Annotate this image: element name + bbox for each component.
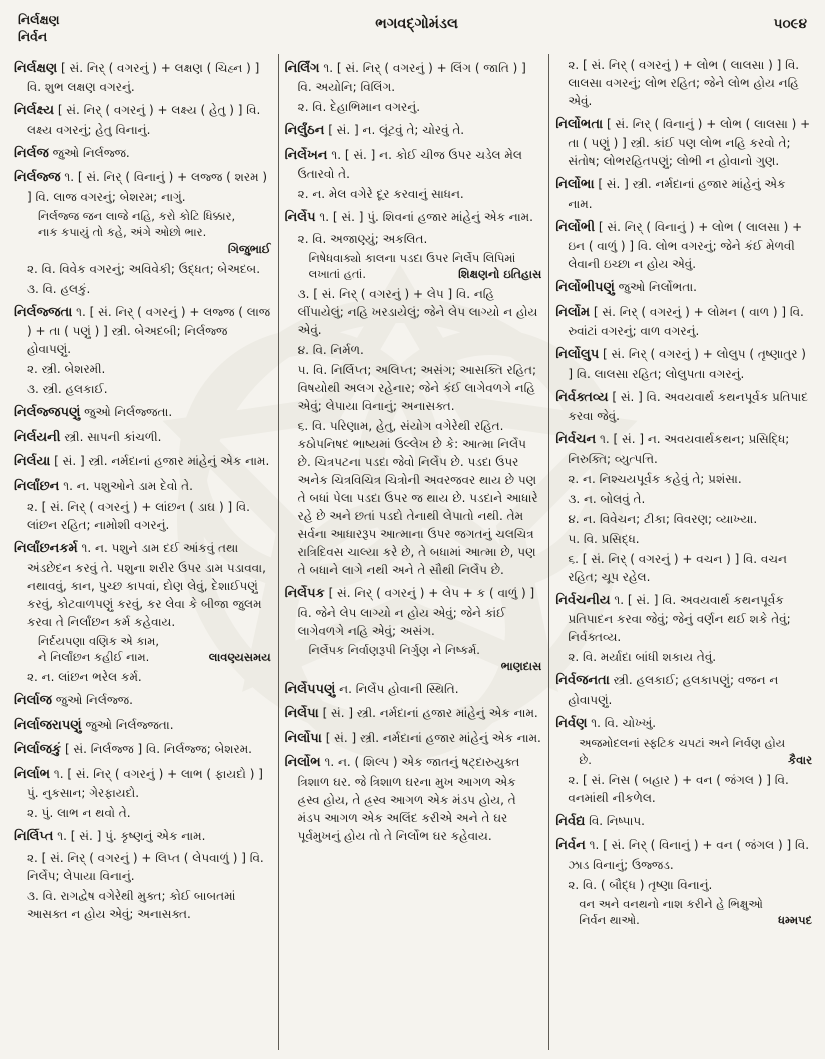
- sense-line: ૨. ન. લાંછન ભરેલ કર્મ.: [27, 670, 142, 685]
- sense-line: ૫. વિ. નિર્લિપ્ત; અલિપ્ત; અસંગ; આસક્તિ રહિત; વિષયોથી અલગ રહેનાર; જેને કંઈ લાગેવળગે નહિ એવું; લેપાયા વિનાનું; અનાસક્ત.: [297, 363, 536, 414]
- dictionary-entry: નિર્લક્ષણ [ સં. નિર્ ( વગરનું ) + લક્ષણ ( ચિહ્ન ) ] વિ. શુભ લક્ષણ વગરનું.: [14, 60, 260, 95]
- dictionary-entry: નિર્લયની સ્ત્રી. સાપની કાંચળી.: [14, 429, 162, 445]
- sense-line: ૪. ન. વિવેચન; ટીકા; વિવરણ; વ્યાખ્યા.: [568, 511, 758, 526]
- page-header: [0, 0, 825, 48]
- quote-line: છે.: [579, 752, 592, 767]
- dictionary-entry: નિર્લાજકું [ સં. નિર્લજ્જ ] વિ. નિર્લજ્જ; બેશરમ.: [14, 742, 252, 758]
- quote-last-row: [309, 266, 542, 283]
- headword: નિર્લોમ: [555, 304, 591, 320]
- headword: નિર્લુંઠન: [284, 123, 325, 139]
- headword: નિર્વણ: [555, 715, 588, 731]
- headword: નિર્લોપા: [284, 730, 322, 746]
- headword: નિર્લોલુપ: [555, 347, 600, 363]
- sense-line: ૩. વિ. હલકું.: [27, 281, 91, 296]
- headword: નિર્લેપા: [284, 706, 319, 722]
- sense-line: ૩. વિ. રાગદ્વેષ વગેરેથી મુક્ત; કોઈ બાબતમાં આસક્ત ન હોય એવું; અનાસક્ત.: [27, 888, 236, 921]
- dictionary-entry: નિર્લિપ્ત ૧. [ સં. ] પું. કૃષ્ણનું એક નામ.: [14, 829, 206, 845]
- sense-line: ૨. [ સં. નિર્ ( વગરનું ) + લાંછન ( ડાઘ ) ] વિ. લાંછન રહિત; નામોશી વગરનું.: [27, 500, 250, 533]
- sense-line: ૨. ન. નિશ્ચયપૂર્વક કહેવું તે; પ્રશંસા.: [568, 471, 742, 486]
- headword: નિર્લોભતા: [555, 116, 604, 132]
- quote-last-row: [38, 649, 271, 666]
- sense-line: ૨. પું. લાભ ન થવો તે.: [27, 806, 131, 821]
- dictionary-entry: નિર્લેપા [ સં. ] સ્ત્રી. નર્મદાનાં હજાર માંહેનું એક નામ.: [284, 706, 538, 722]
- headword: નિર્લેખન: [284, 147, 328, 163]
- dictionary-entry: નિર્લક્ષ્ય [ સં. નિર્ ( વગરનું ) + લક્ષ્ય ( હેતુ ) ] વિ. લક્ષ્ય વગરનું; હેતુ વિનાનું.: [14, 103, 261, 137]
- quote-block: [555, 896, 812, 929]
- headword: નિર્લાંછન: [14, 478, 60, 494]
- sense-line: ૫. વિ. પ્રસિદ્ધ.: [568, 531, 640, 546]
- headword: નિર્લોભ: [284, 755, 321, 771]
- dictionary-entry: નિર્લાજરાપણું જુઓ નિર્લજ્જતા.: [14, 717, 174, 733]
- sense-line: ૩. ન. બોલવું તે.: [568, 491, 646, 506]
- sense-line: ૨. સ્ત્રી. બેશરમી.: [27, 362, 106, 377]
- quote-line: નિર્વન થાઓ.: [579, 913, 640, 928]
- quote-block: [285, 250, 542, 283]
- dictionary-entry: નિર્વચન ૧. [ સં. ] ન. અવયવાર્થકથન; પ્રસિદ્ધિ; નિરુક્તિ; વ્યુત્પત્તિ.: [555, 432, 790, 466]
- dictionary-entry: નિર્લજ્જ ૧. [ સં. નિર્ ( વિનાનું ) + લજ્જ ( શરમ ) ] વિ. લાજ વગરનું; બેશરમ; નાગું.: [14, 170, 268, 204]
- headword: નિર્લેપક: [284, 586, 325, 602]
- headword: નિર્લજ્જ: [14, 170, 61, 186]
- dictionary-entry: નિર્લયા [ સં. ] સ્ત્રી. નર્મદાનાં હજાર માંહેનું એક નામ.: [14, 454, 270, 470]
- headword: નિર્લજ: [14, 145, 49, 161]
- dictionary-entry: નિર્લાંછન ૧. ન. પશુઓને ડામ દેવો તે.: [14, 478, 193, 494]
- quote-attribution: લાવણ્યસમય: [208, 650, 271, 665]
- dictionary-entry: નિર્લજ્જપણું જુઓ નિર્લજ્જતા.: [14, 405, 173, 421]
- headword: નિર્લાજ: [14, 693, 52, 709]
- quote-line: નિર્લેપક નિર્વાણરૂપી નિર્ગુણ ને નિષ્કર્મ.: [308, 642, 480, 657]
- dictionary-entry: નિર્લુંઠન [ સં. ] ન. લૂંટવું તે; ચોરવું તે.: [284, 123, 465, 139]
- guide-word-top: નિર્લક્ષણ: [18, 12, 60, 27]
- dictionary-entry: નિર્લેપક [ સં. નિર્ ( વગરનું ) + લેપ + ક ( વાળું ) ] વિ. જેને લેપ લાગ્યો ન હોય એવું; જેને કાંઈ લાગેવળગે નહિ એવું; અસંગ.: [284, 586, 535, 638]
- sense-line: ૨. વિ. વિવેક વગરનું; અવિવેકી; ઉદ્ધત; બેઅદબ.: [27, 261, 261, 276]
- headword: નિર્વન: [555, 838, 586, 854]
- dictionary-entry: નિર્લજ્જતા ૧. [ સં. નિર્ ( વગરનું ) + લજ્જ ( લાજ ) + તા ( પણું ) ] સ્ત્રી. બેઅદબી; નિર્લજ્જ હોવાપણું.: [14, 304, 271, 357]
- dictionary-entry: નિર્વચનીય ૧. [ સં. ] વિ. અવયવાર્થ કથનપૂર્વક પ્રતિપાદન કરવા જેવું; જેનું વર્ણન થઈ શકે તેવું; નિર્વક્તવ્ય.: [555, 592, 791, 645]
- dictionary-entry: નિર્લેપ ૧. [ સં. ] પું. શિવનાં હજાર માંહેનું એક નામ.: [284, 210, 533, 226]
- headword: નિર્લયની: [14, 429, 61, 445]
- dictionary-entry: નિર્લેપપણું ન. નિર્લેપ હોવાની સ્થિતિ.: [284, 681, 459, 697]
- sense-line: ૨. વિ. મર્યાદા બાંધી શકાય તેવું.: [568, 650, 717, 665]
- headword: નિર્લક્ષણ: [14, 60, 58, 76]
- dictionary-entry: નિર્વન ૧. [ સં. નિર્ ( વિનાનું ) + વન ( જંગલ ) ] વિ. ઝાડ વિનાનું; ઉજ્જડ.: [555, 838, 810, 872]
- dictionary-entry: નિર્લિંગ ૧. [ સં. નિર્ ( વગરનું ) + લિંગ ( જાતિ ) ] વિ. અયોનિ; વિલિંગ.: [284, 60, 526, 95]
- dictionary-entry: નિર્લોપા [ સં. ] સ્ત્રી. નર્મદાનાં હજાર માંહેનું એક નામ.: [284, 730, 541, 746]
- dictionary-entry: નિર્વજનતા સ્ત્રી. હલકાઈ; હલકાપણું; વજન ન હોવાપણું.: [555, 673, 779, 707]
- dictionary-entry: નિર્લોમ [ સં. નિર્ ( વગરનું ) + લોમન ( વાળ ) ] વિ. રુવાંટાં વગરનું; વાળ વગરનું.: [555, 304, 804, 339]
- dictionary-entry: નિર્લજ જુઓ નિર્લજ્જ.: [14, 145, 130, 161]
- headword: નિર્વક્તવ્ય: [555, 389, 609, 405]
- headword: નિર્લક્ષ્ય: [14, 103, 54, 119]
- sense-line: ૨. વિ. ( બૌદ્ધ ) તૃષ્ણા વિનાનું.: [568, 877, 713, 892]
- quote-attribution: ભાણદાસ: [500, 659, 542, 674]
- columns-container: [0, 48, 825, 1050]
- quote-last-row: [579, 912, 812, 929]
- quote-line: નાક કપાયું તો કહે, અંગે ઓછો ભાર.: [38, 225, 207, 240]
- headword: નિર્વજનતા: [555, 673, 610, 689]
- column-3: [548, 54, 819, 1050]
- quote-block: [14, 633, 271, 666]
- sense-line: ૪. વિ. નિર્મળ.: [297, 343, 364, 358]
- dictionary-entry: નિર્વક્તવ્ય [ સં. ] વિ. અવયવાર્થ કથનપૂર્વક પ્રતિપાદ કરવા જેવું.: [555, 389, 808, 424]
- page-number: ૫૦૯૪: [773, 16, 807, 32]
- sense-line: ૩. સ્ત્રી. હલકાઈ.: [27, 382, 108, 397]
- sense-line: ૬. વિ. પરિણામ, હેતુ, સંયોગ વગેરેથી રહિત. કઠોપનિષદ ભાષ્યમાં ઉલ્લેખ છે કે: આત્મા નિર્લેપ છે. ચિત્રપટના પડદા જેવો નિર્લેપ છે. પડદા ઉપર અનેક ચિત્રવિચિત્ર ચિત્રોની અવરજવર થાય છે પણ તે બધાં પેલા પડદા ઉપર જ થાય છે. પડદાને આધારે રહે છે અને છતાં પડદો તેનાથી લેપાતો નથી. તેમ સર્વના આધારરૂપ આત્માના ઉપર જગતનું ચલચિત્ર રાત્રિદિવસ ચાલ્યા કરે છે, તે બધામાં આત્મા છે, પણ તે બધાને લાગે નથી અને તે સૌથી નિર્લેપ છે.: [297, 419, 538, 578]
- sense-line: ૨. [ સં. નિસ ( બહાર ) + વન ( જંગલ ) ] વિ. વનમાંથી નીકળેલ.: [568, 772, 789, 805]
- guide-word-bottom: નિર્વન: [18, 28, 48, 44]
- headword: નિર્લયા: [14, 454, 51, 470]
- sense-line: ૨. [ સં. નિર્ ( વગરનું ) + લિપ્ત ( લેપવાળું ) ] વિ. નિર્લેપ; લેપાયા વિનાનું.: [27, 850, 264, 883]
- headword: નિર્વદ્ય: [555, 813, 586, 829]
- quote-line: ને નિર્લાંછન કહીઈ નામ.: [38, 650, 150, 665]
- quote-block: [285, 642, 542, 675]
- guide-words: [18, 12, 60, 46]
- quote-block: [14, 208, 271, 258]
- dictionary-entry: નિર્લોભી [ સં. નિર્ ( વિનાનું ) + લોભ ( લાલસા ) + ઇન ( વાળું ) ] વિ. લોભ વગરનું; જેને કંઈ મેળવી લેવાની ઇચ્છા ન હોય એવું.: [555, 219, 803, 272]
- quote-attribution: ધમ્મપદ: [778, 913, 813, 928]
- sense-line: ૨. [ સં. નિર્ ( વગરનું ) + લોભ ( લાલસા ) ] વિ. લાલસા વગરનું; લોભ રહિત; જેને લોભ હોય નહિ એવું.: [568, 57, 800, 108]
- headword: નિર્લાજકું: [14, 742, 62, 758]
- quote-line: અજમોદલનાં સ્ફટિક ચપટાં અને નિર્વણ હોય: [579, 736, 786, 751]
- sense-line: ૨. વિ. દેહાભિમાન વગરનું.: [297, 100, 421, 115]
- headword: નિર્લજ્જતા: [14, 304, 73, 320]
- headword: નિર્વચન: [555, 432, 597, 448]
- headword: નિર્લાંછનકર્મ: [14, 541, 78, 557]
- quote-line: નિર્લજ્જ જન લાજે નહિ, કરો કોટિ ધિક્કાર,: [38, 208, 236, 223]
- quote-attribution: શિક્ષણનો ઇતિહાસ: [458, 267, 542, 282]
- column-2: [278, 54, 549, 1050]
- dictionary-entry: નિર્વણ ૧. વિ. ચોખ્ખું.: [555, 715, 657, 731]
- headword: નિર્લોભા: [555, 177, 595, 193]
- dictionary-entry: નિર્લાભ ૧. [ સં. નિર્ ( વગરનું ) + લાભ ( ફાયદો ) ] પું. નુકસાન; ગેરફાયદો.: [14, 766, 263, 801]
- quote-block: [555, 735, 812, 768]
- quote-last-row: [579, 752, 812, 769]
- headword: નિર્લાજરાપણું: [14, 717, 82, 733]
- dictionary-entry: નિર્લોભ ૧. ન. ( શિલ્પ ) એક જાતનું ષટ્દારુયુક્ત ત્રિશાળ ઘર. જે ત્રિશાળ ઘરના મુખ આગળ એક હ્રસ્વ હોય, તે હ્રસ્વ આગળ એક મંડપ હોય, તે મંડપ આગળ એક અલિંદ કરીએ અને તે ઘર પૂર્વમુખનું હોય તો તે નિર્લોભ ઘર કહેવાય.: [284, 755, 520, 843]
- dictionary-entry: નિર્લોભા [ સં. ] સ્ત્રી. નર્મદાનાં હજાર માંહેનું એક નામ.: [555, 177, 786, 211]
- quote-line: નિષેધવાક્યો કાલના પડદા ઉપર નિર્લેપ લિપિમાં: [308, 250, 516, 265]
- headword: નિર્વચનીય: [555, 592, 611, 608]
- dictionary-entry: નિર્લાંછનકર્મ ૧. ન. પશુને ડામ દઈ આંકવું તથા અંડછેદન કરવું તે. પશુના શરીર ઉપર ડામ પડાવવા, નથાવવું, કાન, પુચ્છ કાપવાં, દોણ લેવું, દેશાઈપણું કરવું, કોટવાળપણું કરવું, કર લેવા કે બીજા જુલમ કરવા તે નિર્લાંછન કર્મ કહેવાય.: [14, 541, 266, 629]
- quote-attribution: ગિજુભાઈ: [227, 242, 271, 257]
- sense-line: ૩. [ સં. નિર્ ( વગરનું ) + લેપ ] વિ. નહિ લીંપાયેલું; નહિ ખરડાયેલું; જેને લેપ લાગ્યો ન હોય એવું.: [297, 287, 538, 338]
- quote-line: લખાતાં હતાં.: [308, 267, 367, 282]
- headword: નિર્લિંગ: [284, 60, 320, 76]
- sense-line: ૨. વિ. અજાણ્યું; અકલિત.: [297, 231, 428, 246]
- dictionary-entry: નિર્લાજ જુઓ નિર્લજ્જ.: [14, 693, 133, 709]
- quote-attribution: કૈવાર: [787, 752, 813, 767]
- headword: નિર્લોભીપણું: [555, 280, 615, 296]
- headword: નિર્લિપ્ત: [14, 829, 54, 845]
- column-1: [8, 54, 278, 1050]
- headword: નિર્લેપપણું: [284, 681, 336, 697]
- dictionary-entry: નિર્લોભીપણું જુઓ નિર્લોભતા.: [555, 280, 697, 296]
- dictionary-entry: નિર્લોલુપ [ સં. નિર્ ( વગરનું ) + લોલુપ ( તૃષ્ણાતુર ) ] વિ. લાલસા રહિત; લોલુપતા વગરનું.: [555, 347, 806, 381]
- sense-line: ૨. ન. મેલ વગેરે દૂર કરવાનું સાધન.: [297, 187, 464, 202]
- quote-line: નિર્દયપણા વણિક એ કામ,: [38, 633, 160, 648]
- headword: નિર્લાભ: [14, 766, 51, 782]
- headword: નિર્લોભી: [555, 219, 596, 235]
- book-title: ભગવદ્ગોમંડલ: [375, 16, 458, 32]
- sense-line: ૬. [ સં. નિર્ ( વગરનું ) + વચન ) ] વિ. વચન રહિત; ચૂપ રહેલ.: [568, 551, 787, 584]
- dictionary-entry: નિર્વદ્ય વિ. નિષ્પાપ.: [555, 813, 645, 829]
- dictionary-entry: નિર્લોભતા [ સં. નિર્ ( વિનાનું ) + લોભ ( લાલસા ) + તા ( પણું ) ] સ્ત્રી. કાંઈ પણ લોભ નહિ કરવો તે; સંતોષ; લોભરહિતપણું; લોભી ન હોવાનો ગુણ.: [555, 116, 811, 169]
- dictionary-entry: નિર્લેખન ૧. [ સં. ] ન. કોઈ ચીજ ઉપર ચડેલ મેલ ઉતારવો તે.: [284, 147, 522, 182]
- headword: નિર્લજ્જપણું: [14, 405, 81, 421]
- headword: નિર્લેપ: [284, 210, 316, 226]
- quote-line: વન અને વનથનો નાશ કરીને હે ભિક્ષુઓ: [579, 896, 763, 911]
